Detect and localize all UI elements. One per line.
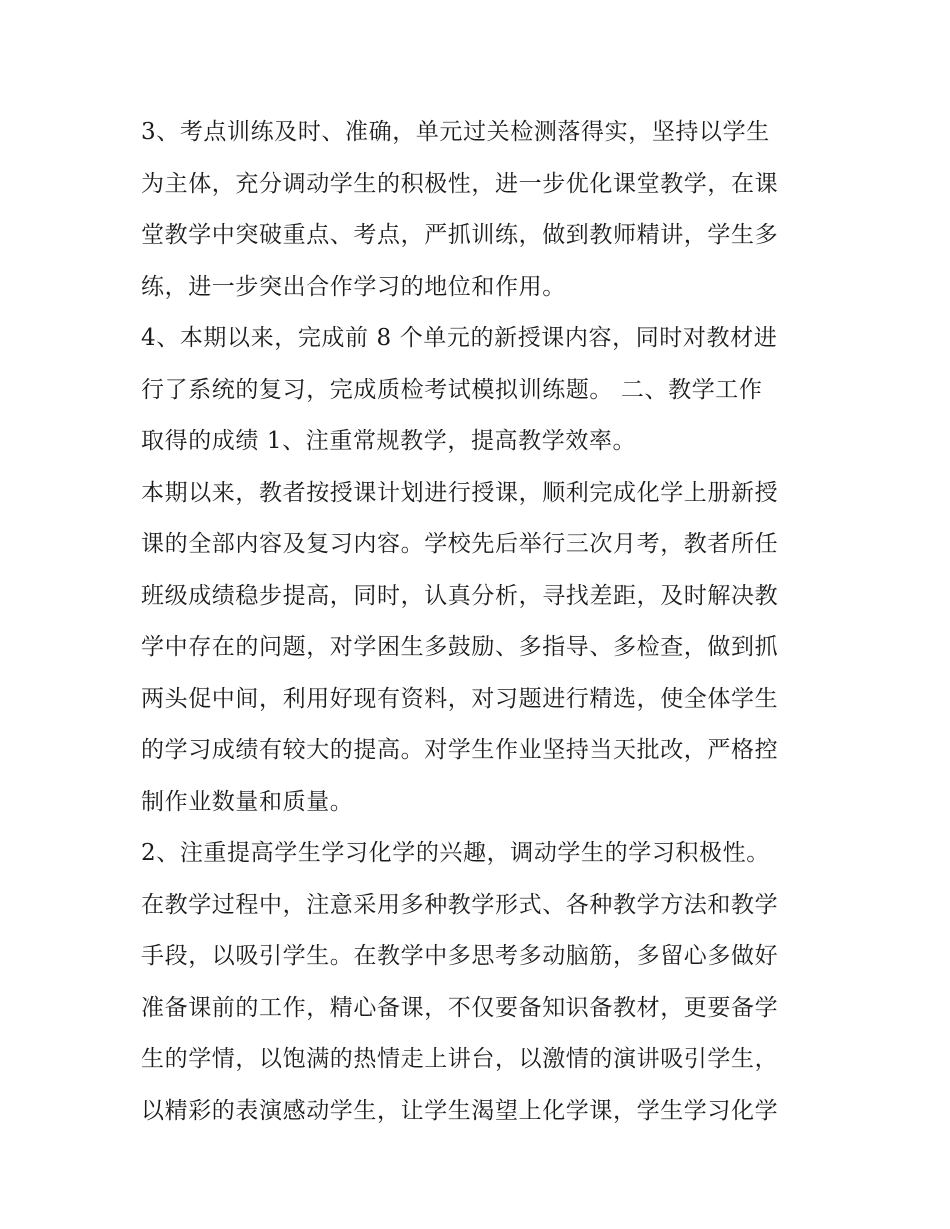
text-line: 两头促中间，利用好现有资料，对习题进行精选，使全体学生 <box>141 685 779 712</box>
text-line: 3、考点训练及时、准确，单元过关检测落得实，坚持以学生 <box>141 119 770 145</box>
text-line: 堂教学中突破重点、考点，严抓训练，做到教师精讲，学生多 <box>141 222 779 248</box>
text-line: 班级成绩稳步提高，同时，认真分析，寻找差距，及时解决教 <box>141 582 779 609</box>
text-line: 课的全部内容及复习内容。学校先后举行三次月考，教者所任 <box>141 531 779 557</box>
text-line: 手段，以吸引学生。在教学中多思考多动脑筋，多留心多做好 <box>141 943 779 969</box>
text-line: 在教学过程中，注意采用多种教学形式、各种教学方法和教学 <box>141 891 779 918</box>
text-line: 4、本期以来，完成前 8 个单元的新授课内容，同时对教材进 <box>141 325 778 351</box>
text-line: 取得的成绩 1、注重常规教学，提高教学效率。 <box>141 428 637 454</box>
text-line: 练，进一步突出合作学习的地位和作用。 <box>141 273 566 300</box>
text-line: 本期以来，教者按授课计划进行授课，顺利完成化学上册新授 <box>141 479 779 506</box>
text-line: 准备课前的工作，精心备课，不仅要备知识备教材，更要备学 <box>141 994 779 1021</box>
text-line: 以精彩的表演感动学生，让学生渴望上化学课，学生学习化学 <box>141 1097 779 1124</box>
text-line: 制作业数量和质量。 <box>141 788 354 815</box>
text-line: 为主体，充分调动学生的积极性，进一步优化课堂教学，在课 <box>141 170 779 197</box>
text-line: 2、注重提高学生学习化学的兴趣，调动学生的学习积极性。 <box>141 840 770 866</box>
text-line: 的学习成绩有较大的提高。对学生作业坚持当天批改，严格控 <box>141 737 779 763</box>
text-line: 学中存在的问题，对学困生多鼓励、多指导、多检查，做到抓 <box>141 634 779 660</box>
text-line: 行了系统的复习，完成质检考试模拟训练题。 二、教学工作 <box>141 376 763 403</box>
text-line: 生的学情，以饱满的热情走上讲台，以激情的演讲吸引学生， <box>141 1046 779 1072</box>
document-body <box>141 107 813 1137</box>
